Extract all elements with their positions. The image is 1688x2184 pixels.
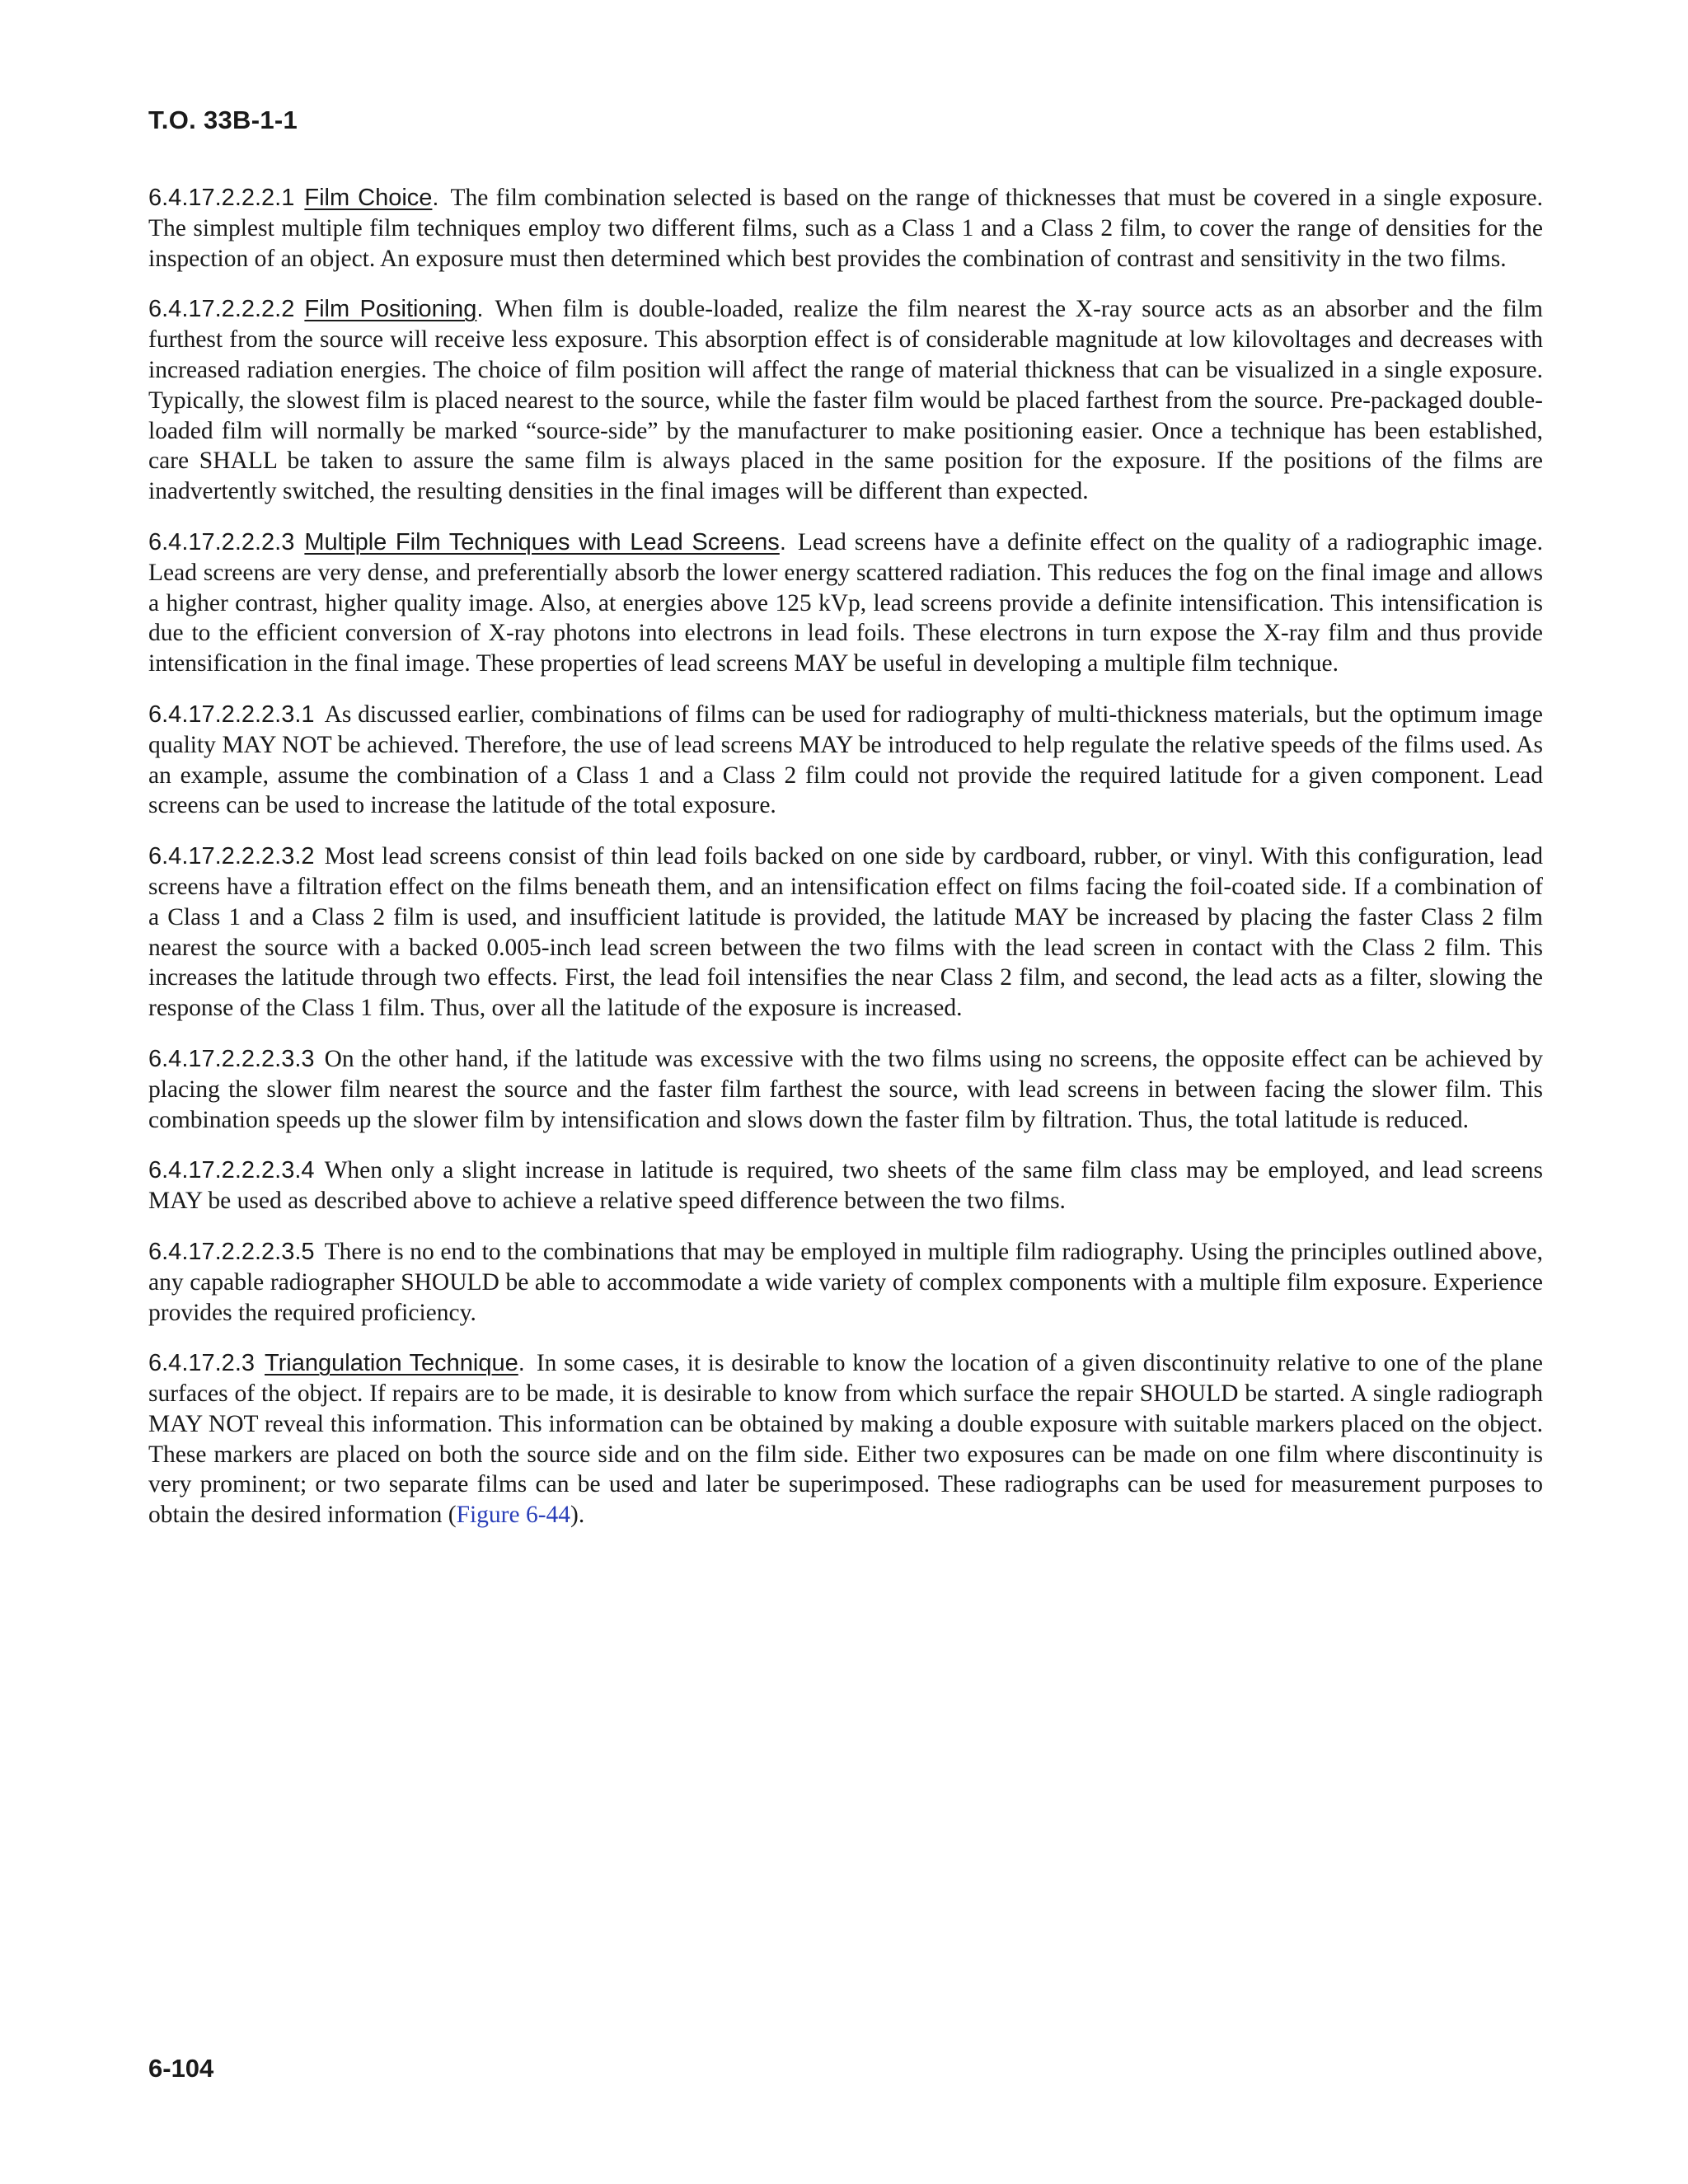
paragraph-film-choice (148, 183, 1543, 274)
page-number: 6-104 (148, 2054, 214, 2083)
paragraph-lead-screens (148, 527, 1543, 679)
paragraph-title-period: . (779, 528, 786, 555)
paragraph-title: Film Positioning (304, 296, 477, 323)
paragraph-lead-screens-5 (148, 1237, 1543, 1328)
paragraph-text: There is no end to the combinations that may be employed in multiple film radiography. Using the principles outlined above, any capable radiographer SHOULD be able to accommodate a wide variety of complex components with a multiple film exposure. Experience provides the required proficiency. (148, 1238, 1543, 1326)
paragraph-number: 6.4.17.2.2.2.3 (148, 528, 295, 555)
paragraph-text: On the other hand, if the latitude was excessive with the two films using no screens, the opposite effect can be achieved by placing the slower film nearest the source and the faster film farthest the source, with lead screens in between facing the slower film. This combination speeds up the slower film by intensification and slows down the faster film by filtration. Thus, the total latitude is reduced. (148, 1045, 1543, 1133)
paragraph-text: When only a slight increase in latitude is required, two sheets of the same film class may be employed, and lead screens MAY be used as described above to achieve a relative speed difference between the two films. (148, 1157, 1543, 1215)
paragraph-triangulation-technique (148, 1348, 1543, 1530)
paragraph-text: Lead screens have a definite effect on the quality of a radiographic image. Lead screens are very dense, and preferentially absorb the lower energy scattered radiation. This reduces the fog on the final image and allows a higher contrast, higher quality image. Also, at energies above 125 kVp, lead screens provide a definite intensification. This intensification is due to the efficient conversion of X-ray photons into electrons in lead foils. These electrons in turn expose the X-ray film and thus provide intensification in the final image. These properties of lead screens MAY be useful in developing a multiple film technique. (148, 528, 1543, 677)
paragraph-title: Film Choice (304, 185, 433, 211)
figure-6-44-link[interactable]: Figure 6-44 (456, 1502, 571, 1529)
paragraph-number: 6.4.17.2.2.2.3.3 (148, 1045, 315, 1072)
paragraph-title-period: . (432, 185, 439, 211)
paragraph-text: The film combination selected is based on the range of thicknesses that must be covered in a single exposure. The simplest multiple film techniques employ two different films, such as a Class 1 and a Class 2 film, to cover the range of densities for the inspection of an object. An exposure must then determined which best provides the combination of contrast and sensitivity in the two films. (148, 185, 1543, 272)
document-body (148, 183, 1543, 1551)
paragraph-number: 6.4.17.2.2.2.3.2 (148, 843, 315, 870)
paragraph-text: In some cases, it is desirable to know the location of a given discontinuity relative to one of the plane surfaces of the object. If repairs are to be made, it is desirable to know from which surface the repair SHOULD be started. A single radiograph MAY NOT reveal this information. This information can be obtained by making a double exposure with suitable markers placed on the object. These markers are placed on both the source side and on the film side. Either two exposures can be made on one film where discontinuity is very prominent; or two separate films can be used and later be superimposed. These radiographs can be used for measurement purposes to obtain the desired information ( (148, 1350, 1544, 1529)
paragraph-title: Triangulation Technique (265, 1350, 518, 1377)
paragraph-title-period: . (476, 296, 484, 323)
paragraph-number: 6.4.17.2.2.2.3.1 (148, 701, 315, 728)
paragraph-number: 6.4.17.2.2.2.2 (148, 296, 295, 323)
paragraph-title-period: . (518, 1350, 525, 1377)
paragraph-title: Multiple Film Techniques with Lead Screens (304, 528, 780, 555)
paragraph-number: 6.4.17.2.2.2.3.5 (148, 1238, 315, 1265)
paragraph-number: 6.4.17.2.3 (148, 1350, 255, 1377)
paragraph-lead-screens-1 (148, 700, 1543, 821)
document-id-header: T.O. 33B-1-1 (148, 105, 298, 134)
paragraph-text: As discussed earlier, combinations of films can be used for radiography of multi-thickness materials, but the optimum image quality MAY NOT be achieved. Therefore, the use of lead screens MAY be introduced to help regulate the relative speeds of the films used. As an example, assume the combination of a Class 1 and a Class 2 film could not provide the required latitude for a given component. Lead screens can be used to increase the latitude of the total exposure. (148, 701, 1543, 819)
paragraph-number: 6.4.17.2.2.2.3.4 (148, 1157, 315, 1184)
paragraph-text: Most lead screens consist of thin lead foils backed on one side by cardboard, rubber, or vinyl. With this configuration, lead screens have a filtration effect on the films beneath them, and an intensification effect on films facing the foil-coated side. If a combination of a Class 1 and a Class 2 film is used, and insufficient latitude is provided, the latitude MAY be increased by placing the faster Class 2 film nearest the source with a backed 0.005-inch lead screen between the two films with the lead screen in contact with the Class 2 film. This increases the latitude through two effects. First, the lead foil intensifies the near Class 2 film, and second, the lead acts as a filter, slowing the response of the Class 1 film. Thus, over all the latitude of the exposure is increased. (148, 843, 1543, 1022)
paragraph-text-end: ). (570, 1502, 585, 1529)
paragraph-number: 6.4.17.2.2.2.1 (148, 185, 295, 211)
paragraph-text: When film is double-loaded, realize the film nearest the X-ray source acts as an absorber and the film furthest from the source will receive less exposure. This absorption effect is of considerable magnitude at low kilovoltages and decreases with increased radiation energies. The choice of film position will affect the range of material thickness that can be visualized in a single exposure. Typically, the slowest film is placed nearest to the source, while the faster film would be placed farthest from the source. Pre-packaged double-loaded film will normally be marked “source-side” by the manufacturer to make positioning easier. Once a technique has been established, care SHALL be taken to assure the same film is always placed in the same position for the exposure. If the positions of the films are inadvertently switched, the resulting densities in the final images will be different than expected. (148, 296, 1544, 505)
paragraph-lead-screens-4 (148, 1155, 1543, 1216)
paragraph-lead-screens-3 (148, 1044, 1543, 1135)
paragraph-lead-screens-2 (148, 841, 1543, 1024)
paragraph-film-positioning (148, 294, 1543, 507)
